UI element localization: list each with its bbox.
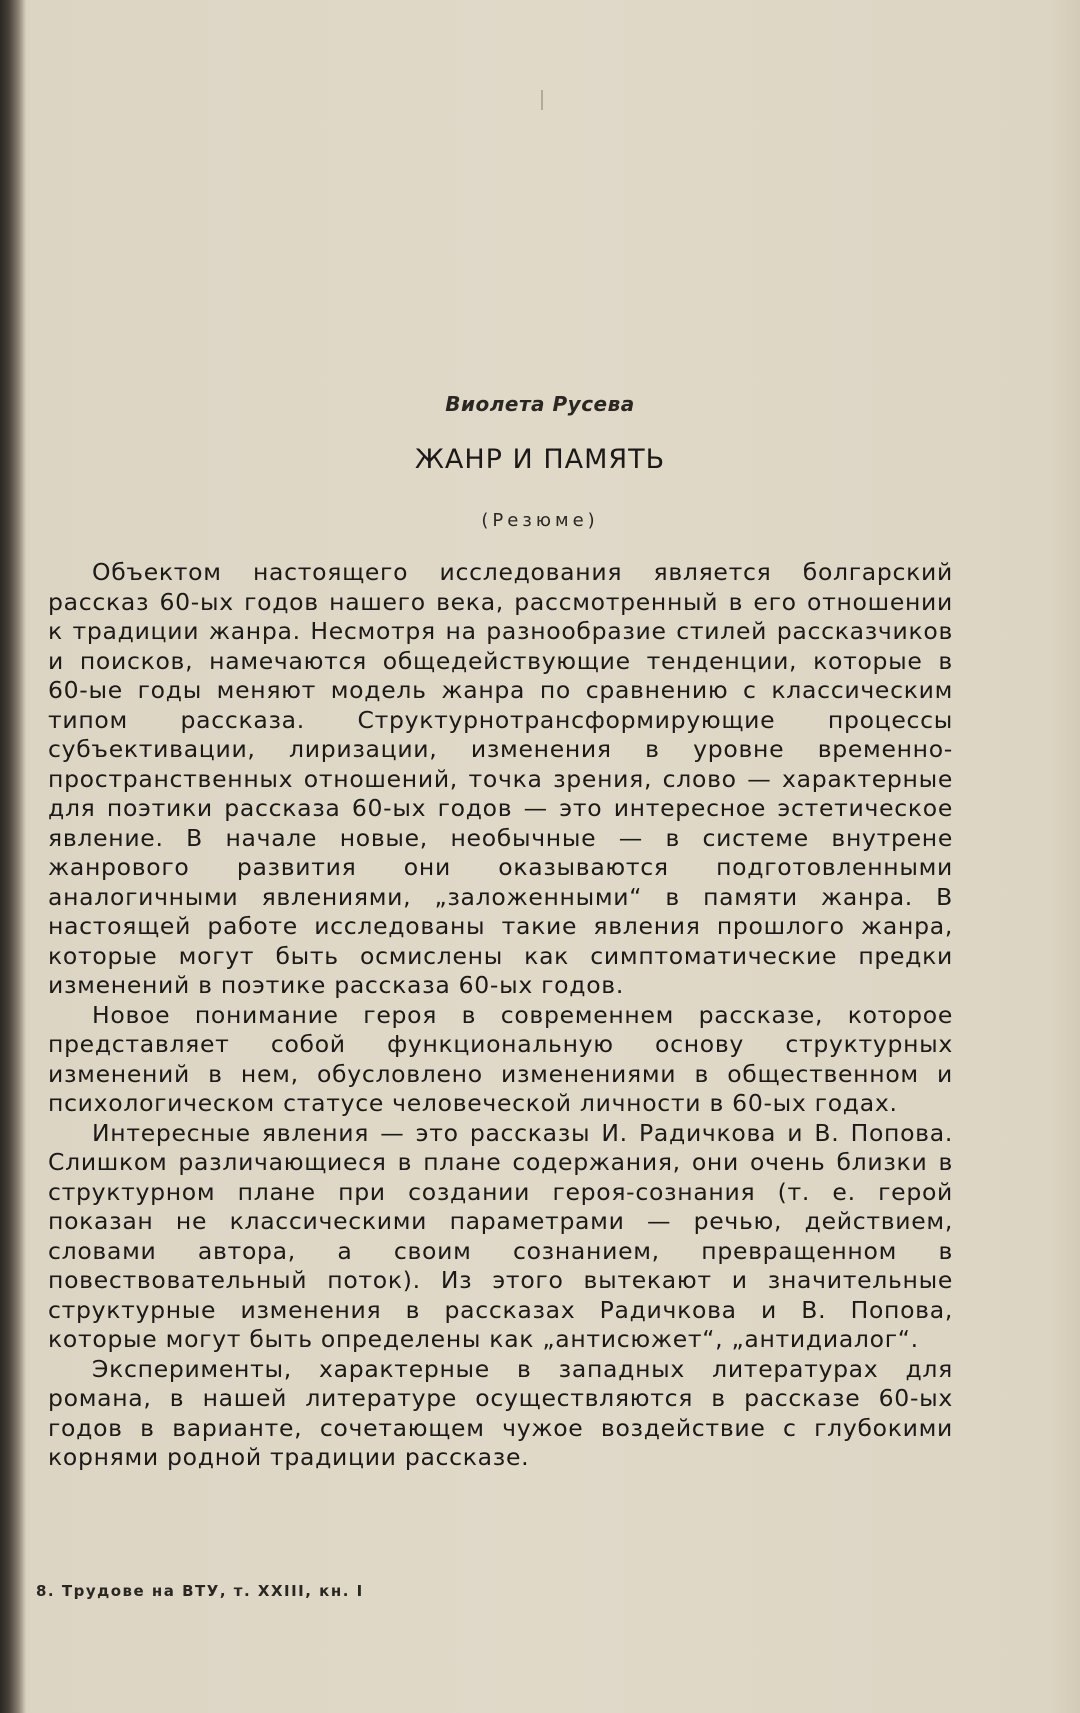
paragraph: Эксперименты, характерные в западных литературах для романа, в нашей литературе осуществляются в рассказе 60-ых годов в варианте, сочетающем чужое воздействие с глубокими корнями родной традиции рассказе. <box>48 1354 953 1471</box>
article-title: ЖАНР И ПАМЯТЬ <box>414 444 666 475</box>
paragraph: Новое понимание героя в современнем рассказе, которое представляет собой функциональную основу структурных изменений в нем, обусловлено изменениями в общественном и психологическом статусе человеческой личности в 60-ых годах. <box>48 1000 953 1117</box>
paragraph: Объектом настоящего исследования является болгарский рассказ 60-ых годов нашего века, рассмотренный в его отношении к традиции жанра. Несмотря на разнообразие стилей рассказчиков и поисков, намечаются общедействующие тенденции, которые в 60-ые годы меняют модель жанра по сравнению с классическим типом рассказа. Структурнотрансформирующие процессы субъективации, лиризации, изменения в уровне временно-пространственных отношений, точка зрения, слово — характерные для поэтики рассказа 60-ых годов — это интересное эстетическое явление. В начале новые, необычные — в системе внутрене жанрового развития они оказываются подготовленными аналогичными явлениями, „заложенными“ в памяти жанра. В настоящей работе исследованы такие явления прошлого жанра, которые могут быть осмислены как симптоматические предки изменений в поэтике рассказа 60-ых годов. <box>48 558 953 999</box>
page-footer: 8. Трудове на ВТУ, т. XXIII, кн. I <box>36 1582 364 1600</box>
paragraph: Интересные явления — это рассказы И. Радичкова и В. Попова. Слишком различающиеся в плане содержания, они очень близки в структурном плане при создании героя-сознания (т. е. герой показан не классическими параметрами — речью, действием, словами автора, а своим сознанием, превращенном в повествовательный поток). Из этого вытекают и значительные структурные изменения в рассказах Радичкова и В. Попова, которые могут быть определены как „антисюжет“, „антидиалог“. <box>48 1118 953 1353</box>
book-binding-edge <box>0 0 26 1713</box>
author-name: Виолета Русева <box>445 392 635 416</box>
article-body <box>48 558 953 1473</box>
article-subtitle: (Резюме) <box>481 510 599 531</box>
page-mark <box>541 90 543 110</box>
